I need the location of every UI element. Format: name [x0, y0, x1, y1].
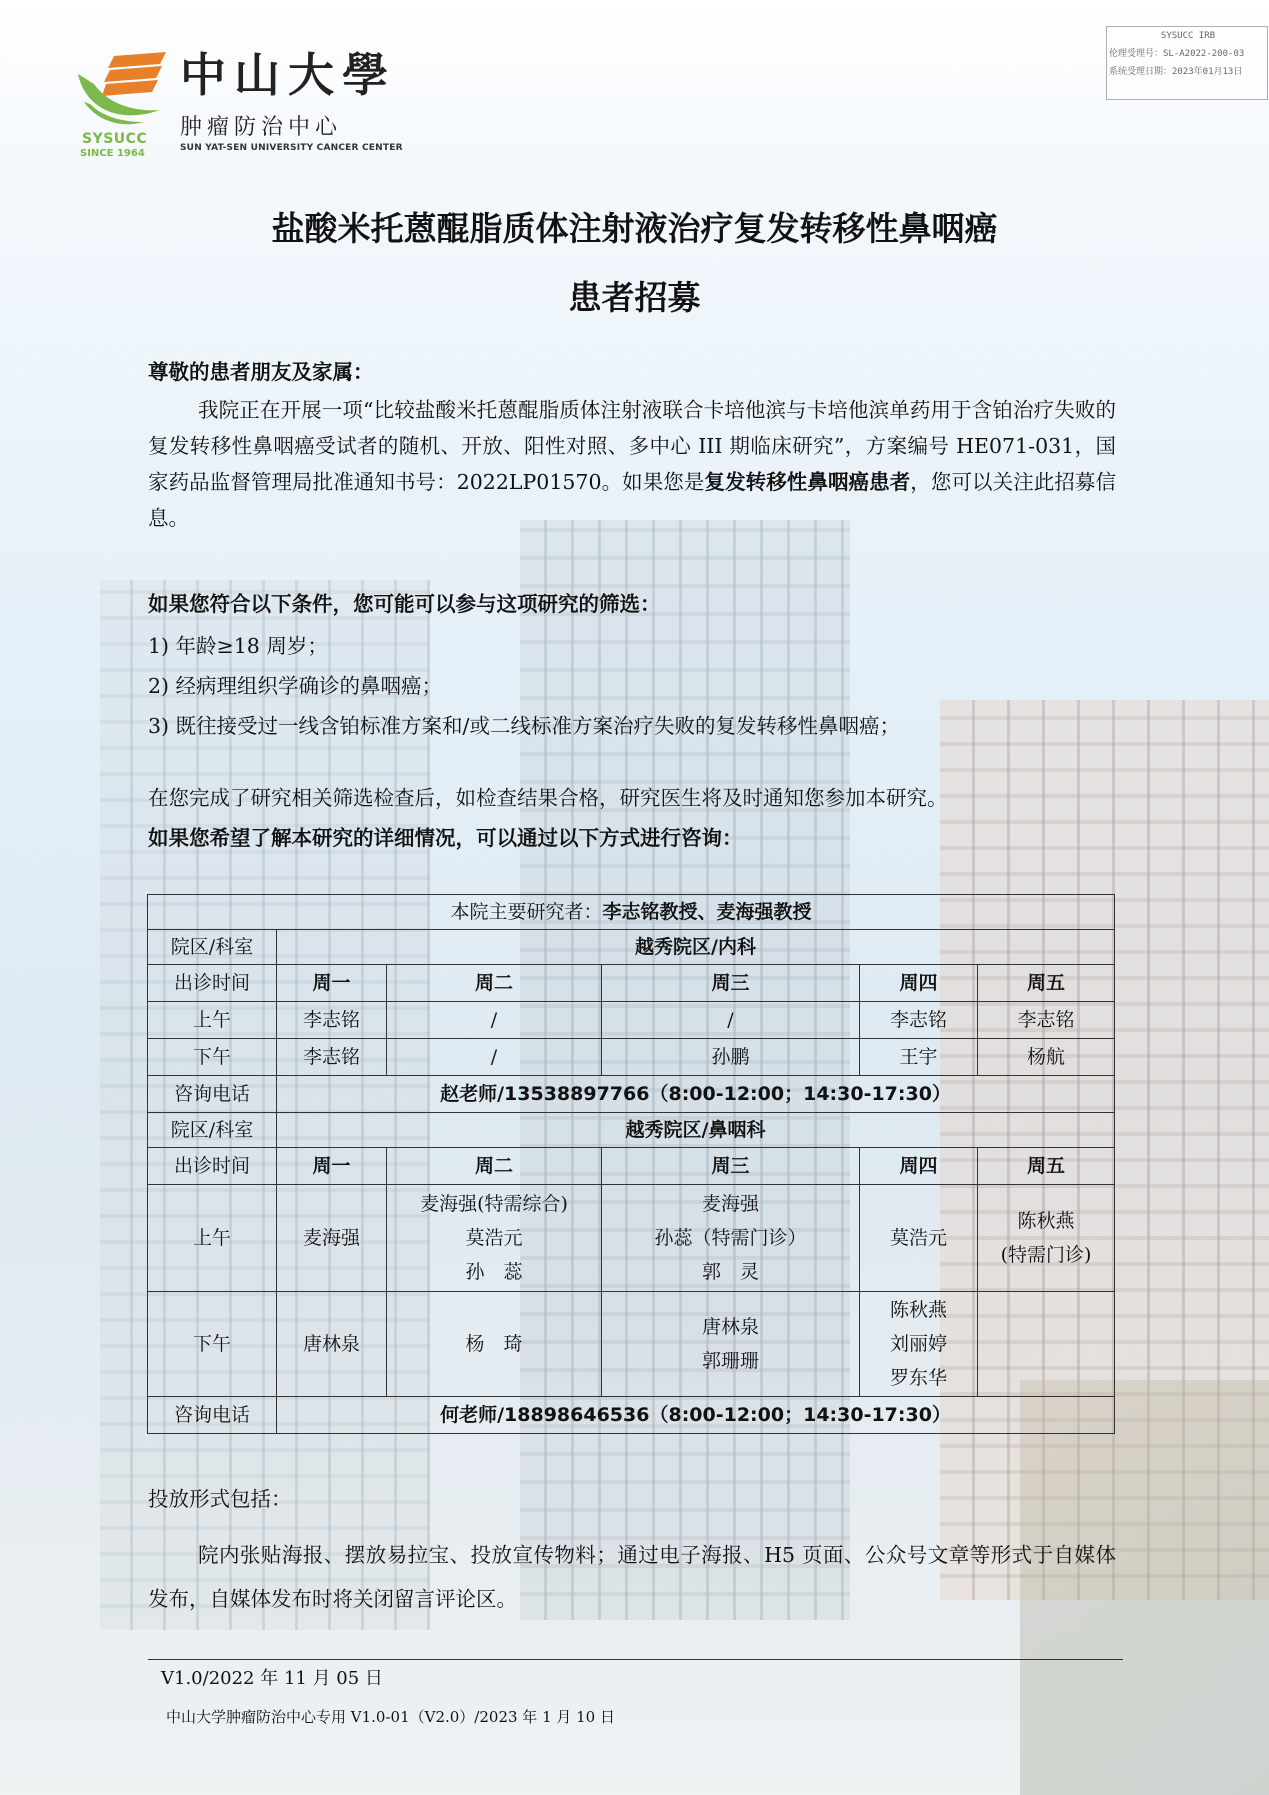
- schedule-cell: 李志铭: [978, 1002, 1115, 1039]
- dept-name: 越秀院区/内科: [277, 930, 1115, 965]
- schedule-cell: /: [387, 1002, 602, 1039]
- doctor-name: 唐林泉: [701, 1316, 759, 1338]
- time-label: 出诊时间: [148, 1148, 277, 1185]
- schedule-cell: [602, 1292, 860, 1397]
- day-header: 周一: [277, 1148, 387, 1185]
- logo-mark: [74, 48, 170, 160]
- day-header: 周二: [387, 1148, 602, 1185]
- schedule-cell: 李志铭: [277, 1002, 387, 1039]
- intro-text: 我院正在开展一项“比较盐酸米托蒽醌脂质体注射液联合卡培他滨与卡培他滨单药用于含铂治疗失败的复发转移性鼻咽癌受试者的随机、开放、阳性对照、多中心 III 期临床研究”，方案编号 HE071-031，国家药品监督管理局批准通知书号：2022LP01570。如果您是: [148, 398, 1116, 494]
- logo-abbr: SYSUCC: [82, 131, 148, 147]
- principal-investigators: 本院主要研究者：李志铭教授、麦海强教授: [148, 895, 1115, 930]
- doctor-name: 郭珊珊: [701, 1350, 759, 1372]
- clinic-schedule-table: [147, 894, 1115, 1434]
- schedule-cell: /: [602, 1002, 860, 1039]
- page-title: 盐酸米托蒽醌脂质体注射液治疗复发转移性鼻咽癌: [271, 209, 998, 248]
- schedule-cell: 唐林泉: [277, 1292, 387, 1397]
- center-name-en: SUN YAT-SEN UNIVERSITY CANCER CENTER: [180, 143, 403, 153]
- doctor-name: 麦海强(特需综合): [420, 1193, 568, 1215]
- schedule-cell: [978, 1185, 1115, 1292]
- doctor-name: 郭 灵: [701, 1261, 759, 1283]
- schedule-cell: 李志铭: [860, 1002, 978, 1039]
- am-label: 上午: [148, 1185, 277, 1292]
- sysucc-logo: [74, 48, 403, 160]
- day-header: 周三: [602, 965, 860, 1002]
- dept-label: 院区/科室: [148, 1113, 277, 1148]
- pm-label: 下午: [148, 1292, 277, 1397]
- leaf-icon: [74, 48, 170, 132]
- day-header: 周二: [387, 965, 602, 1002]
- day-header: 周四: [860, 1148, 978, 1185]
- criteria-item: 2) 经病理组织学确诊的鼻咽癌；: [148, 674, 443, 698]
- schedule-cell: 杨 琦: [387, 1292, 602, 1397]
- intro-text-end: ，您可以关注此招募信息。: [148, 470, 1117, 530]
- footer-version: V1.0/2022 年 11 月 05 日: [161, 1668, 383, 1689]
- irb-date: 系统受理日期：2023年01月13日: [1109, 67, 1243, 77]
- time-label: 出诊时间: [148, 965, 277, 1002]
- university-name: 中山大學: [180, 48, 396, 102]
- doctor-name: 刘丽婷: [889, 1333, 947, 1355]
- irb-number: 伦理受理号：SL-A2022-200-03: [1109, 49, 1245, 59]
- day-header: 周五: [978, 1148, 1115, 1185]
- contact-heading: 如果您希望了解本研究的详细情况，可以通过以下方式进行咨询：: [148, 826, 743, 850]
- schedule-cell: 杨航: [978, 1039, 1115, 1076]
- salutation: 尊敬的患者朋友及家属：: [148, 360, 374, 384]
- schedule-cell: 麦海强: [277, 1185, 387, 1292]
- phone-label: 咨询电话: [148, 1076, 277, 1113]
- day-header: 周三: [602, 1148, 860, 1185]
- day-header: 周五: [978, 965, 1115, 1002]
- footer-template: 中山大学肿瘤防治中心专用 V1.0-01（V2.0）/2023 年 1 月 10 日: [166, 1708, 615, 1726]
- schedule-cell: 王宇: [860, 1039, 978, 1076]
- schedule-cell: /: [387, 1039, 602, 1076]
- irb-title: SYSUCC IRB: [1160, 31, 1216, 41]
- phone-label: 咨询电话: [148, 1397, 277, 1434]
- day-header: 周四: [860, 965, 978, 1002]
- doctor-name: 陈秋燕: [889, 1299, 947, 1321]
- doctor-name: 孙 蕊: [465, 1261, 523, 1283]
- am-label: 上午: [148, 1002, 277, 1039]
- schedule-cell: 孙鹏: [602, 1039, 860, 1076]
- schedule-cell: 李志铭: [277, 1039, 387, 1076]
- after-screening-text: 在您完成了研究相关筛选检查后，如检查结果合格，研究医生将及时通知您参加本研究。: [148, 786, 948, 810]
- criteria-heading: 如果您符合以下条件，您可能可以参与这项研究的筛选：: [148, 592, 661, 616]
- center-name-cn: 肿瘤防治中心: [180, 115, 343, 140]
- pm-label: 下午: [148, 1039, 277, 1076]
- schedule-cell: [602, 1185, 860, 1292]
- page-subtitle: 患者招募: [568, 278, 701, 317]
- distribution-text: 院内张贴海报、摆放易拉宝、投放宣传物料；通过电子海报、H5 页面、公众号文章等形式于自媒体发布，自媒体发布时将关闭留言评论区。: [148, 1543, 1116, 1611]
- intro-paragraph: [148, 392, 1116, 536]
- schedule-cell: [978, 1292, 1115, 1397]
- doctor-name: 孙蕊（特需门诊）: [654, 1227, 807, 1249]
- contact-phone: 赵老师/13538897766（8:00-12:00；14:30-17:30）: [277, 1076, 1115, 1113]
- footer-divider: [148, 1659, 1123, 1660]
- contact-phone: 何老师/18898646536（8:00-12:00；14:30-17:30）: [277, 1397, 1115, 1434]
- schedule-cell: [387, 1185, 602, 1292]
- logo-since: SINCE 1964: [80, 148, 145, 159]
- intro-highlight: 复发转移性鼻咽癌患者: [704, 470, 911, 494]
- doctor-name: 陈秋燕: [1017, 1210, 1075, 1232]
- doctor-name: (特需门诊): [1000, 1244, 1092, 1266]
- schedule-cell: 莫浩元: [860, 1185, 978, 1292]
- day-header: 周一: [277, 965, 387, 1002]
- criteria-item: 3) 既往接受过一线含铂标准方案和/或二线标准方案治疗失败的复发转移性鼻咽癌；: [148, 714, 900, 738]
- dept-label: 院区/科室: [148, 930, 277, 965]
- dept-name: 越秀院区/鼻咽科: [277, 1113, 1115, 1148]
- irb-stamp: [1106, 26, 1268, 100]
- doctor-name: 麦海强: [701, 1193, 759, 1215]
- schedule-cell: [860, 1292, 978, 1397]
- criteria-list: [148, 626, 900, 746]
- doctor-name: 莫浩元: [465, 1227, 523, 1249]
- distribution-heading: 投放形式包括：: [148, 1487, 292, 1511]
- criteria-item: 1) 年龄≥18 周岁；: [148, 634, 328, 658]
- doctor-name: 罗东华: [889, 1367, 947, 1389]
